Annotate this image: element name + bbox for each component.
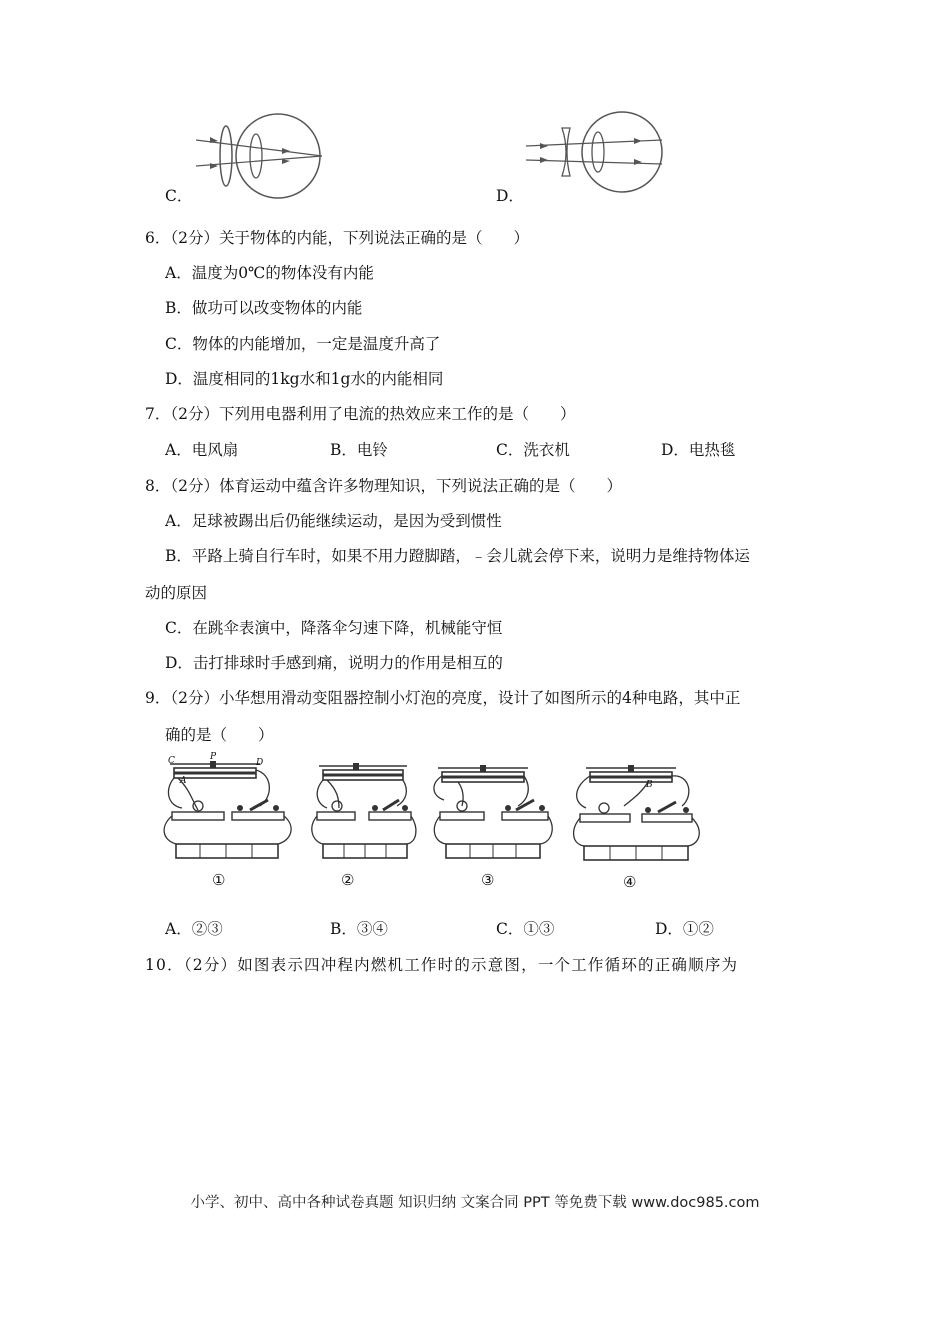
q6-option-b[interactable]: B．做功可以改变物体的内能 bbox=[165, 299, 363, 317]
q7-option-a[interactable]: A．电风扇 bbox=[165, 441, 239, 459]
q5-option-c[interactable]: C． bbox=[165, 187, 193, 205]
eye-diagram-c bbox=[190, 110, 330, 205]
q8-option-d[interactable]: D．击打排球时手感到痛，说明力的作用是相互的 bbox=[165, 654, 503, 672]
q5-option-d[interactable]: D． bbox=[496, 187, 524, 205]
q8-option-b-continued: 动的原因 bbox=[145, 584, 208, 602]
q9-option-c[interactable]: C．①③ bbox=[496, 920, 555, 938]
rheostat-label-d: D bbox=[256, 758, 264, 768]
q6-option-d[interactable]: D．温度相同的1kg水和1g水的内能相同 bbox=[165, 370, 444, 388]
rheostat-label-c: C bbox=[168, 756, 175, 766]
circuit-2-drawing bbox=[313, 762, 418, 872]
q7-option-d[interactable]: D．电热毯 bbox=[661, 441, 736, 459]
circuit-label-2: ② bbox=[341, 871, 355, 889]
q6-option-a[interactable]: A．温度为0℃的物体没有内能 bbox=[165, 264, 374, 282]
q6-option-c[interactable]: C．物体的内能增加，一定是温度升高了 bbox=[165, 335, 441, 353]
rheostat-label-b: B bbox=[646, 780, 653, 790]
circuit-label-1: ① bbox=[212, 871, 226, 889]
circuit-label-3: ③ bbox=[481, 871, 495, 889]
q10-stem: 10．（2分）如图表示四冲程内燃机工作时的示意图，一个工作循环的正确顺序为 bbox=[145, 956, 739, 974]
q7-option-c[interactable]: C．洗衣机 bbox=[496, 441, 570, 459]
circuit-figure-4 bbox=[568, 762, 708, 874]
q9-stem-continued: 确的是（ ） bbox=[165, 726, 274, 744]
page-footer[interactable]: 小学、初中、高中各种试卷真题 知识归纳 文案合同 PPT 等免费下载 www.doc985.com bbox=[190, 1195, 760, 1211]
q8-option-b[interactable]: B．平路上骑自行车时，如果不用力蹬脚踏，﹣会儿就会停下来，说明力是维持物体运 bbox=[165, 547, 750, 565]
q7-stem: 7．（2分）下列用电器利用了电流的热效应来工作的是（ ） bbox=[145, 405, 576, 423]
q8-option-c[interactable]: C．在跳伞表演中，降落伞匀速下降，机械能守恒 bbox=[165, 619, 503, 637]
rheostat-label-p: P bbox=[210, 752, 217, 762]
rheostat-label-a: A bbox=[180, 776, 187, 786]
eye-diagram-d bbox=[522, 110, 672, 200]
q8-option-a[interactable]: A．足球被踢出后仍能继续运动，是因为受到惯性 bbox=[165, 512, 502, 530]
q7-option-b[interactable]: B．电铃 bbox=[330, 441, 388, 459]
q6-stem: 6．（2分）关于物体的内能，下列说法正确的是（ ） bbox=[145, 229, 529, 247]
circuit-label-4: ④ bbox=[623, 873, 637, 891]
q9-option-a[interactable]: A．②③ bbox=[165, 920, 223, 938]
circuit-figure-3 bbox=[430, 762, 555, 872]
q8-stem: 8．（2分）体育运动中蕴含许多物理知识，下列说法正确的是（ ） bbox=[145, 477, 622, 495]
circuit-figure-2 bbox=[313, 762, 418, 872]
q9-option-b[interactable]: B．③④ bbox=[330, 920, 388, 938]
q9-stem: 9．（2分）小华想用滑动变阻器控制小灯泡的亮度，设计了如图所示的4种电路，其中正 bbox=[145, 689, 741, 707]
circuit-figure-1 bbox=[160, 752, 295, 870]
circuit-3-drawing bbox=[430, 762, 555, 872]
q9-option-d[interactable]: D．①② bbox=[655, 920, 714, 938]
circuit-4-drawing bbox=[568, 762, 708, 874]
